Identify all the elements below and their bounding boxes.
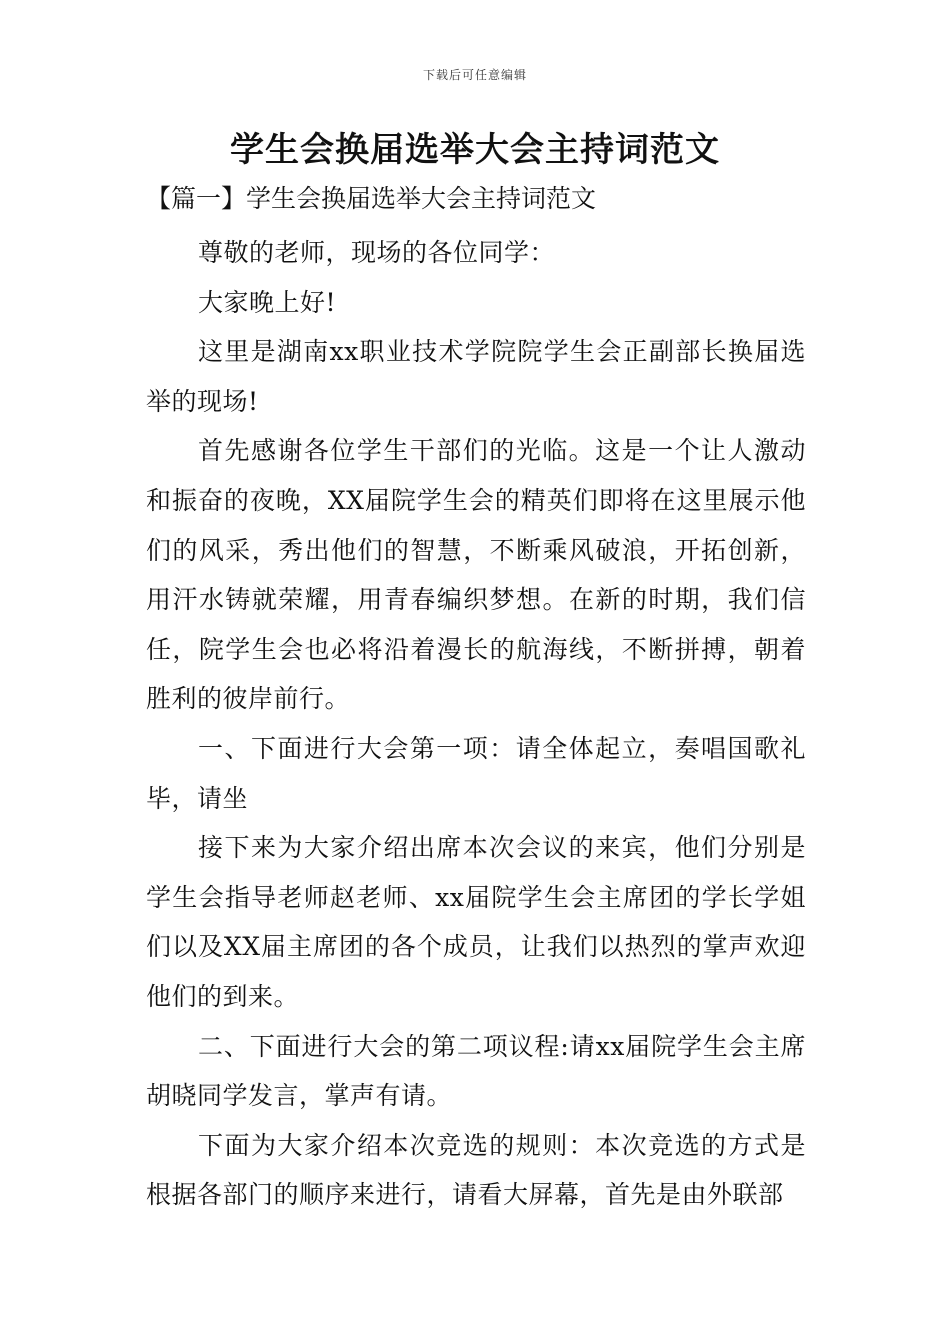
header-note: 下载后可任意编辑 — [422, 68, 527, 82]
paragraph-good-evening: 大家晚上好! — [198, 287, 337, 317]
paragraph-agenda-two: 二、下面进行大会的第二项议程:请xx届院学生会主席胡晓同学发言，掌声有请。 — [146, 1031, 806, 1111]
paragraph-agenda-one: 一、下面进行大会第一项：请全体起立，奏唱国歌礼毕，请坐 — [146, 733, 806, 813]
paragraph-venue: 这里是湖南xx职业技术学院院学生会正副部长换届选举的现场! — [146, 337, 806, 416]
paragraph-thanks: 首先感谢各位学生干部们的光临。这是一个让人激动和振奋的夜晚，XX届院学生会的精英们即将在这里展示他们的风采，秀出他们的智慧，不断乘风破浪，开拓创新，用汗水铸就荣耀，用青春编织梦想。在新的时期，我们信任，院学生会也必将沿着漫长的航海线，不断拼搏，朝着胜利的彼岸前行。 — [146, 436, 806, 714]
document-title: 学生会换届选举大会主持词范文 — [230, 130, 720, 170]
paragraph-guests: 接下来为大家介绍出席本次会议的来宾，他们分别是学生会指导老师赵老师、xx届院学生会主席团的学长学姐们以及XX届主席团的各个成员，让我们以热烈的掌声欢迎他们的到来。 — [146, 833, 806, 1011]
paragraph-greeting: 尊敬的老师，现场的各位同学： — [198, 238, 556, 267]
paragraph-rules: 下面为大家介绍本次竞选的规则：本次竞选的方式是根据各部门的顺序来进行，请看大屏幕，首先是由外联部 — [146, 1130, 806, 1210]
section-heading: 【篇一】学生会换届选举大会主持词范文 — [146, 184, 597, 213]
body-text — [146, 228, 806, 1220]
